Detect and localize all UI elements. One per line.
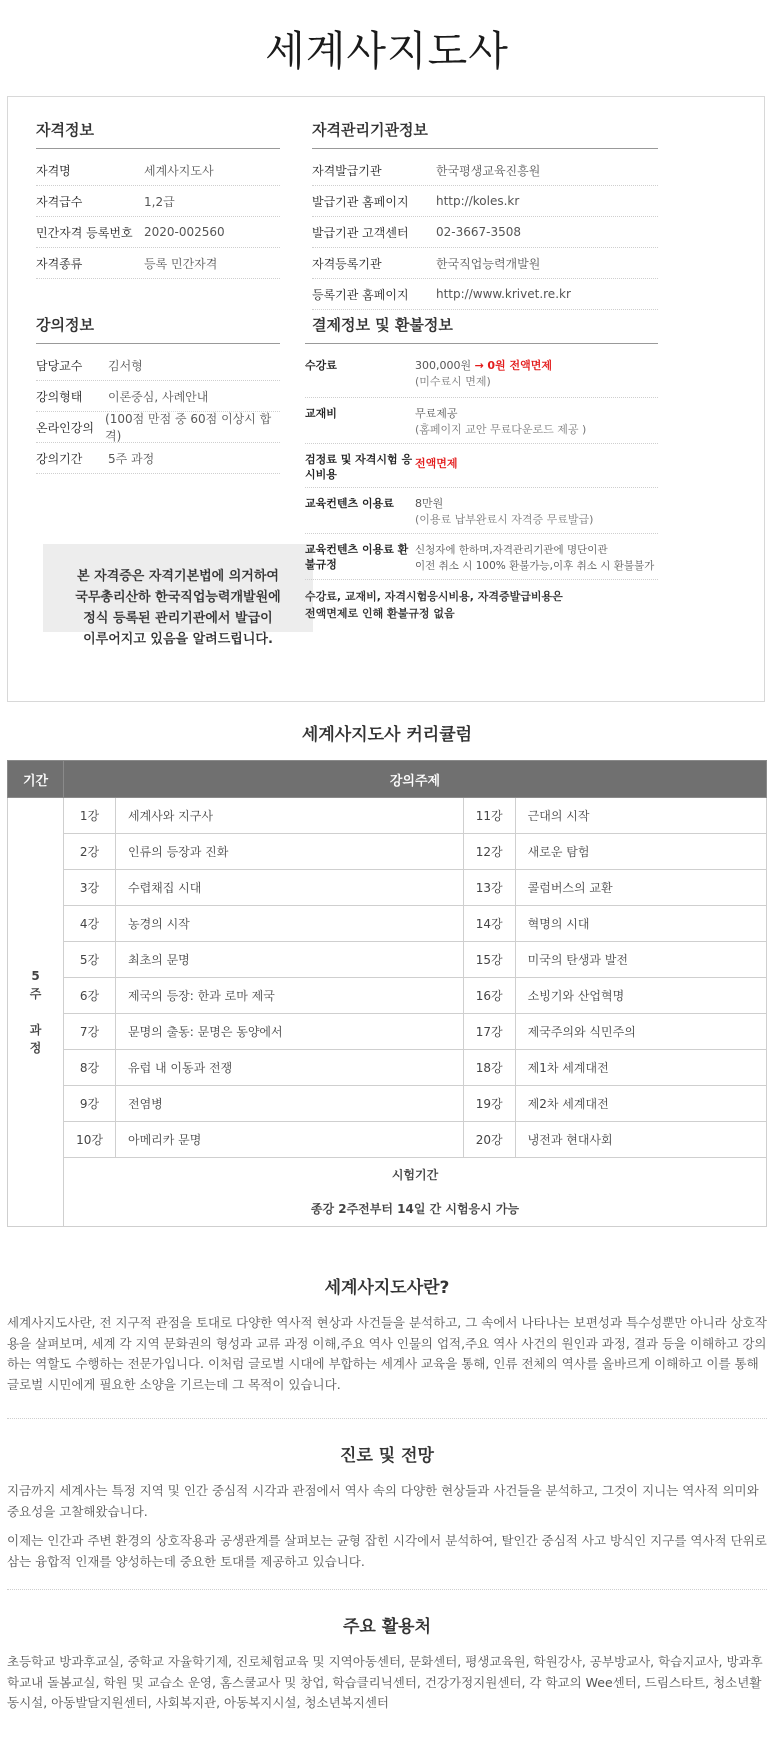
refund-row	[305, 534, 658, 580]
refund-line: 이전 취소 시 100% 환불가능,이후 취소 시 환불불가	[415, 560, 655, 572]
curriculum-row	[8, 1014, 767, 1050]
book-free: 무료제공	[415, 407, 458, 420]
fee-value	[415, 350, 658, 397]
fee-row	[305, 350, 658, 398]
lecture-number: 5강	[64, 942, 116, 978]
lecture-number: 1강	[64, 798, 116, 834]
about-section	[7, 1251, 767, 1419]
refund-footer	[305, 580, 658, 622]
career-text-1: 지금까지 세계사는 특정 지역 및 인간 중심적 시각과 관점에서 역사 속의 다양한 현상들과 사건들을 분석하고, 그것이 지니는 역사적 의미와 중요성을 고찰해왔습니다.	[7, 1483, 759, 1519]
lecture-topic: 세계사와 지구사	[116, 798, 464, 834]
lecture-number: 9강	[64, 1086, 116, 1122]
content-fee-label: 교육컨텐츠 이용료	[305, 497, 394, 510]
career-text-2: 이제는 인간과 주변 환경의 상호작용과 공생관계를 살펴보는 균형 잡힌 시각에서 분석하여, 탈인간 중심적 사고 방식인 지구를 역사적 단위로 삼는 융합적 인재를 양성하는데 중요한 토대를 제공하고 있습니다.	[7, 1533, 767, 1569]
topic-header: 강의주제	[64, 761, 767, 798]
info-value: 2020-002560	[144, 225, 225, 239]
info-value: 한국평생교육진흥원	[436, 163, 541, 178]
refund-footer-line: 전액면제로 인해 환불규정 없음	[305, 607, 455, 620]
info-label: 자격발급기관	[312, 163, 382, 178]
qual-info-section	[36, 119, 280, 279]
lecture-info-section	[36, 314, 280, 474]
curriculum-row	[8, 1050, 767, 1086]
lecture-topic: 콜럼버스의 교환	[515, 870, 766, 906]
curriculum-table	[7, 760, 767, 1227]
info-label: 민간자격 등록번호	[36, 225, 133, 240]
lecture-number: 16강	[463, 978, 515, 1014]
info-row	[312, 186, 658, 217]
lecture-topic: 제국의 등장: 한과 로마 제국	[116, 978, 464, 1014]
notice-line: 본 자격증은 자격기본법에 의거하여	[77, 569, 279, 584]
info-label: 강의형태	[36, 389, 83, 404]
info-label: 발급기관 고객센터	[312, 225, 409, 240]
lecture-number: 6강	[64, 978, 116, 1014]
exam-desc: 종강 2주전부터 14일 간 시험응시 가능	[310, 1202, 520, 1216]
period-line: 주	[29, 987, 42, 1001]
qual-info-heading: 자격정보	[36, 119, 280, 149]
info-row	[36, 248, 280, 279]
info-value: http://www.krivet.re.kr	[436, 287, 571, 301]
lecture-number: 8강	[64, 1050, 116, 1086]
content-fee-note: (이용료 납부완료시 자격증 무료발급)	[415, 513, 594, 526]
book-value	[415, 398, 658, 443]
fee-note: (미수료시 면제)	[415, 375, 491, 388]
usage-section	[7, 1590, 767, 1714]
usage-title: 주요 활용처	[342, 1617, 432, 1637]
period-cell	[8, 798, 64, 1227]
info-value: 김서형	[108, 358, 143, 373]
agency-info-section	[312, 119, 658, 310]
career-section	[7, 1419, 767, 1590]
info-value: 세계사지도사	[144, 163, 214, 178]
about-text: 세계사지도사란, 전 지구적 관점을 토대로 다양한 역사적 현상과 사건들을 분석하고, 그 속에서 나타나는 보편성과 특수성뿐만 아니라 상호작용을 살펴보며, 세계 각 지역 문화권의 형성과 교류 과정 이해,주요 역사 인물의 업적,주요 역사 사건의 원인과 과정, 결과 등을 이해하고 강의하는 역할도 수행하는 전문가입니다. 이처럼 글로벌 시대에 부합하는 세계사 교육을 통해, 인류 전체의 역사를 올바르게 이해하고 이를 통해 글로벌 시민에게 필요한 소양을 기르는데 그 목적이 있습니다.	[7, 1315, 767, 1392]
refund-value	[415, 534, 658, 579]
info-row	[312, 217, 658, 248]
period-header: 기간	[8, 761, 64, 798]
lecture-topic: 근대의 시작	[515, 798, 766, 834]
lecture-number: 11강	[463, 798, 515, 834]
info-label: 자격명	[36, 163, 71, 178]
period-line: 정	[29, 1041, 42, 1055]
notice-box	[43, 544, 313, 647]
lecture-topic: 인류의 등장과 진화	[116, 834, 464, 870]
curriculum-row	[8, 834, 767, 870]
info-label: 등록기관 홈페이지	[312, 287, 409, 302]
lecture-topic: 소빙기와 산업혁명	[515, 978, 766, 1014]
info-label: 자격급수	[36, 194, 83, 209]
notice-line: 이루어지고 있음을 알려드립니다.	[83, 632, 273, 647]
lecture-number: 17강	[463, 1014, 515, 1050]
exam-fee-value	[415, 444, 658, 487]
notice-line: 국무총리산하 한국직업능력개발원에	[75, 590, 281, 605]
exam-title: 시험기간	[391, 1168, 439, 1182]
curriculum-row	[8, 1086, 767, 1122]
about-title: 세계사지도사란?	[324, 1278, 450, 1298]
info-row	[36, 186, 280, 217]
usage-text: 초등학교 방과후교실, 중학교 자율학기제, 진로체험교육 및 지역아동센터, 문화센터, 평생교육원, 학원강사, 공부방교사, 학습지교사, 방과후 학교내 돌봄교실, 학원 및 교습소 운영, 홈스쿨교사 및 창업, 학습클리닉센터, 건강가정지원센터, 각 학교의 Wee센터, 드림스타트, 청소년활동시설, 아동발달지원센터, 사회복지관, 아동복지시설, 청소년복지센터	[7, 1654, 763, 1710]
info-value: 등록 민간자격	[144, 256, 218, 271]
info-value: 1,2급	[144, 194, 175, 209]
lecture-topic: 최초의 문명	[116, 942, 464, 978]
info-row	[312, 155, 658, 186]
info-row	[36, 217, 280, 248]
lecture-number: 13강	[463, 870, 515, 906]
curriculum-row	[8, 978, 767, 1014]
lecture-number: 19강	[463, 1086, 515, 1122]
lecture-topic: 새로운 탐험	[515, 834, 766, 870]
page-title: 세계사지도사	[265, 27, 509, 75]
lecture-number: 20강	[463, 1122, 515, 1158]
lecture-topic: 혁명의 시대	[515, 906, 766, 942]
curriculum-row	[8, 1122, 767, 1158]
book-row	[305, 398, 658, 444]
notice-line: 정식 등록된 관리기관에서 발급이	[83, 611, 273, 626]
info-value: 한국직업능력개발원	[436, 256, 541, 271]
fee-arrow: →	[474, 359, 484, 372]
info-value: http://koles.kr	[436, 194, 520, 208]
curriculum-title: 세계사지도사 커리큘럼	[301, 725, 473, 745]
info-row	[36, 350, 280, 381]
fee-price: 300,000원	[415, 359, 472, 372]
period-line	[8, 1003, 63, 1021]
info-row	[36, 443, 280, 474]
lecture-topic: 전염병	[116, 1086, 464, 1122]
info-row	[36, 412, 280, 443]
fee-label: 수강료	[305, 359, 337, 372]
curriculum-row	[8, 906, 767, 942]
lecture-topic: 제2차 세계대전	[515, 1086, 766, 1122]
curriculum-row	[8, 870, 767, 906]
content-fee-value	[415, 488, 658, 533]
lecture-number: 4강	[64, 906, 116, 942]
info-label: 발급기관 홈페이지	[312, 194, 409, 209]
career-title: 진로 및 전망	[340, 1446, 434, 1466]
info-label: 자격종류	[36, 256, 83, 271]
book-note: (홈페이지 교안 무료다운로드 제공 )	[415, 423, 587, 436]
lecture-topic: 아메리카 문명	[116, 1122, 464, 1158]
exam-fee-free: 전액면제	[415, 457, 458, 470]
info-row	[36, 381, 280, 412]
agency-info-heading: 자격관리기관정보	[312, 119, 658, 149]
lecture-topic: 제국주의와 식민주의	[515, 1014, 766, 1050]
info-row	[312, 248, 658, 279]
lecture-topic: 미국의 탄생과 발전	[515, 942, 766, 978]
payment-section	[305, 314, 658, 622]
book-label: 교재비	[305, 407, 337, 420]
lecture-number: 2강	[64, 834, 116, 870]
info-value: (100점 만점 중 60점 이상시 합격)	[105, 412, 272, 443]
lecture-topic: 농경의 시작	[116, 906, 464, 942]
lecture-info-heading: 강의정보	[36, 314, 280, 344]
lecture-topic: 유럽 내 이동과 전쟁	[116, 1050, 464, 1086]
info-value: 02-3667-3508	[436, 225, 522, 239]
lecture-topic: 수렵채집 시대	[116, 870, 464, 906]
curriculum-row	[8, 798, 767, 834]
period-line: 5	[31, 969, 40, 983]
refund-footer-line: 수강료, 교재비, 자격시험응시비용, 자격증발급비용은	[305, 590, 563, 603]
lecture-topic: 냉전과 현대사회	[515, 1122, 766, 1158]
info-label: 온라인강의	[36, 420, 94, 435]
lecture-number: 7강	[64, 1014, 116, 1050]
curriculum-header-row	[8, 761, 767, 798]
lecture-topic: 제1차 세계대전	[515, 1050, 766, 1086]
exam-fee-label: 검정료 및 자격시험 응시비용	[305, 453, 413, 481]
lecture-number: 15강	[463, 942, 515, 978]
curriculum-row	[8, 942, 767, 978]
lecture-number: 12강	[463, 834, 515, 870]
refund-line: 신청자에 한하며,자격관리기관에 명단이관	[415, 544, 608, 556]
payment-heading: 결제정보 및 환불정보	[305, 314, 658, 344]
info-row	[312, 279, 658, 310]
info-value: 이론중심, 사례안내	[108, 389, 209, 404]
exam-period-cell	[64, 1158, 767, 1227]
exam-row	[8, 1158, 767, 1227]
period-line: 과	[29, 1023, 42, 1037]
content-fee-row	[305, 488, 658, 534]
content-fee-amount: 8만원	[415, 497, 444, 510]
refund-label: 교육컨텐츠 이용료 환불규정	[305, 543, 409, 571]
fee-free: 0원 전액면제	[487, 359, 552, 372]
lecture-topic: 문명의 출동: 문명은 동양에서	[116, 1014, 464, 1050]
info-box	[7, 96, 765, 702]
lecture-number: 10강	[64, 1122, 116, 1158]
info-label: 담당교수	[36, 358, 83, 373]
exam-fee-row	[305, 444, 658, 488]
info-label: 자격등록기관	[312, 256, 382, 271]
lecture-number: 3강	[64, 870, 116, 906]
lecture-number: 18강	[463, 1050, 515, 1086]
info-value: 5주 과정	[108, 451, 155, 466]
info-label: 강의기간	[36, 451, 83, 466]
lecture-number: 14강	[463, 906, 515, 942]
info-row	[36, 155, 280, 186]
